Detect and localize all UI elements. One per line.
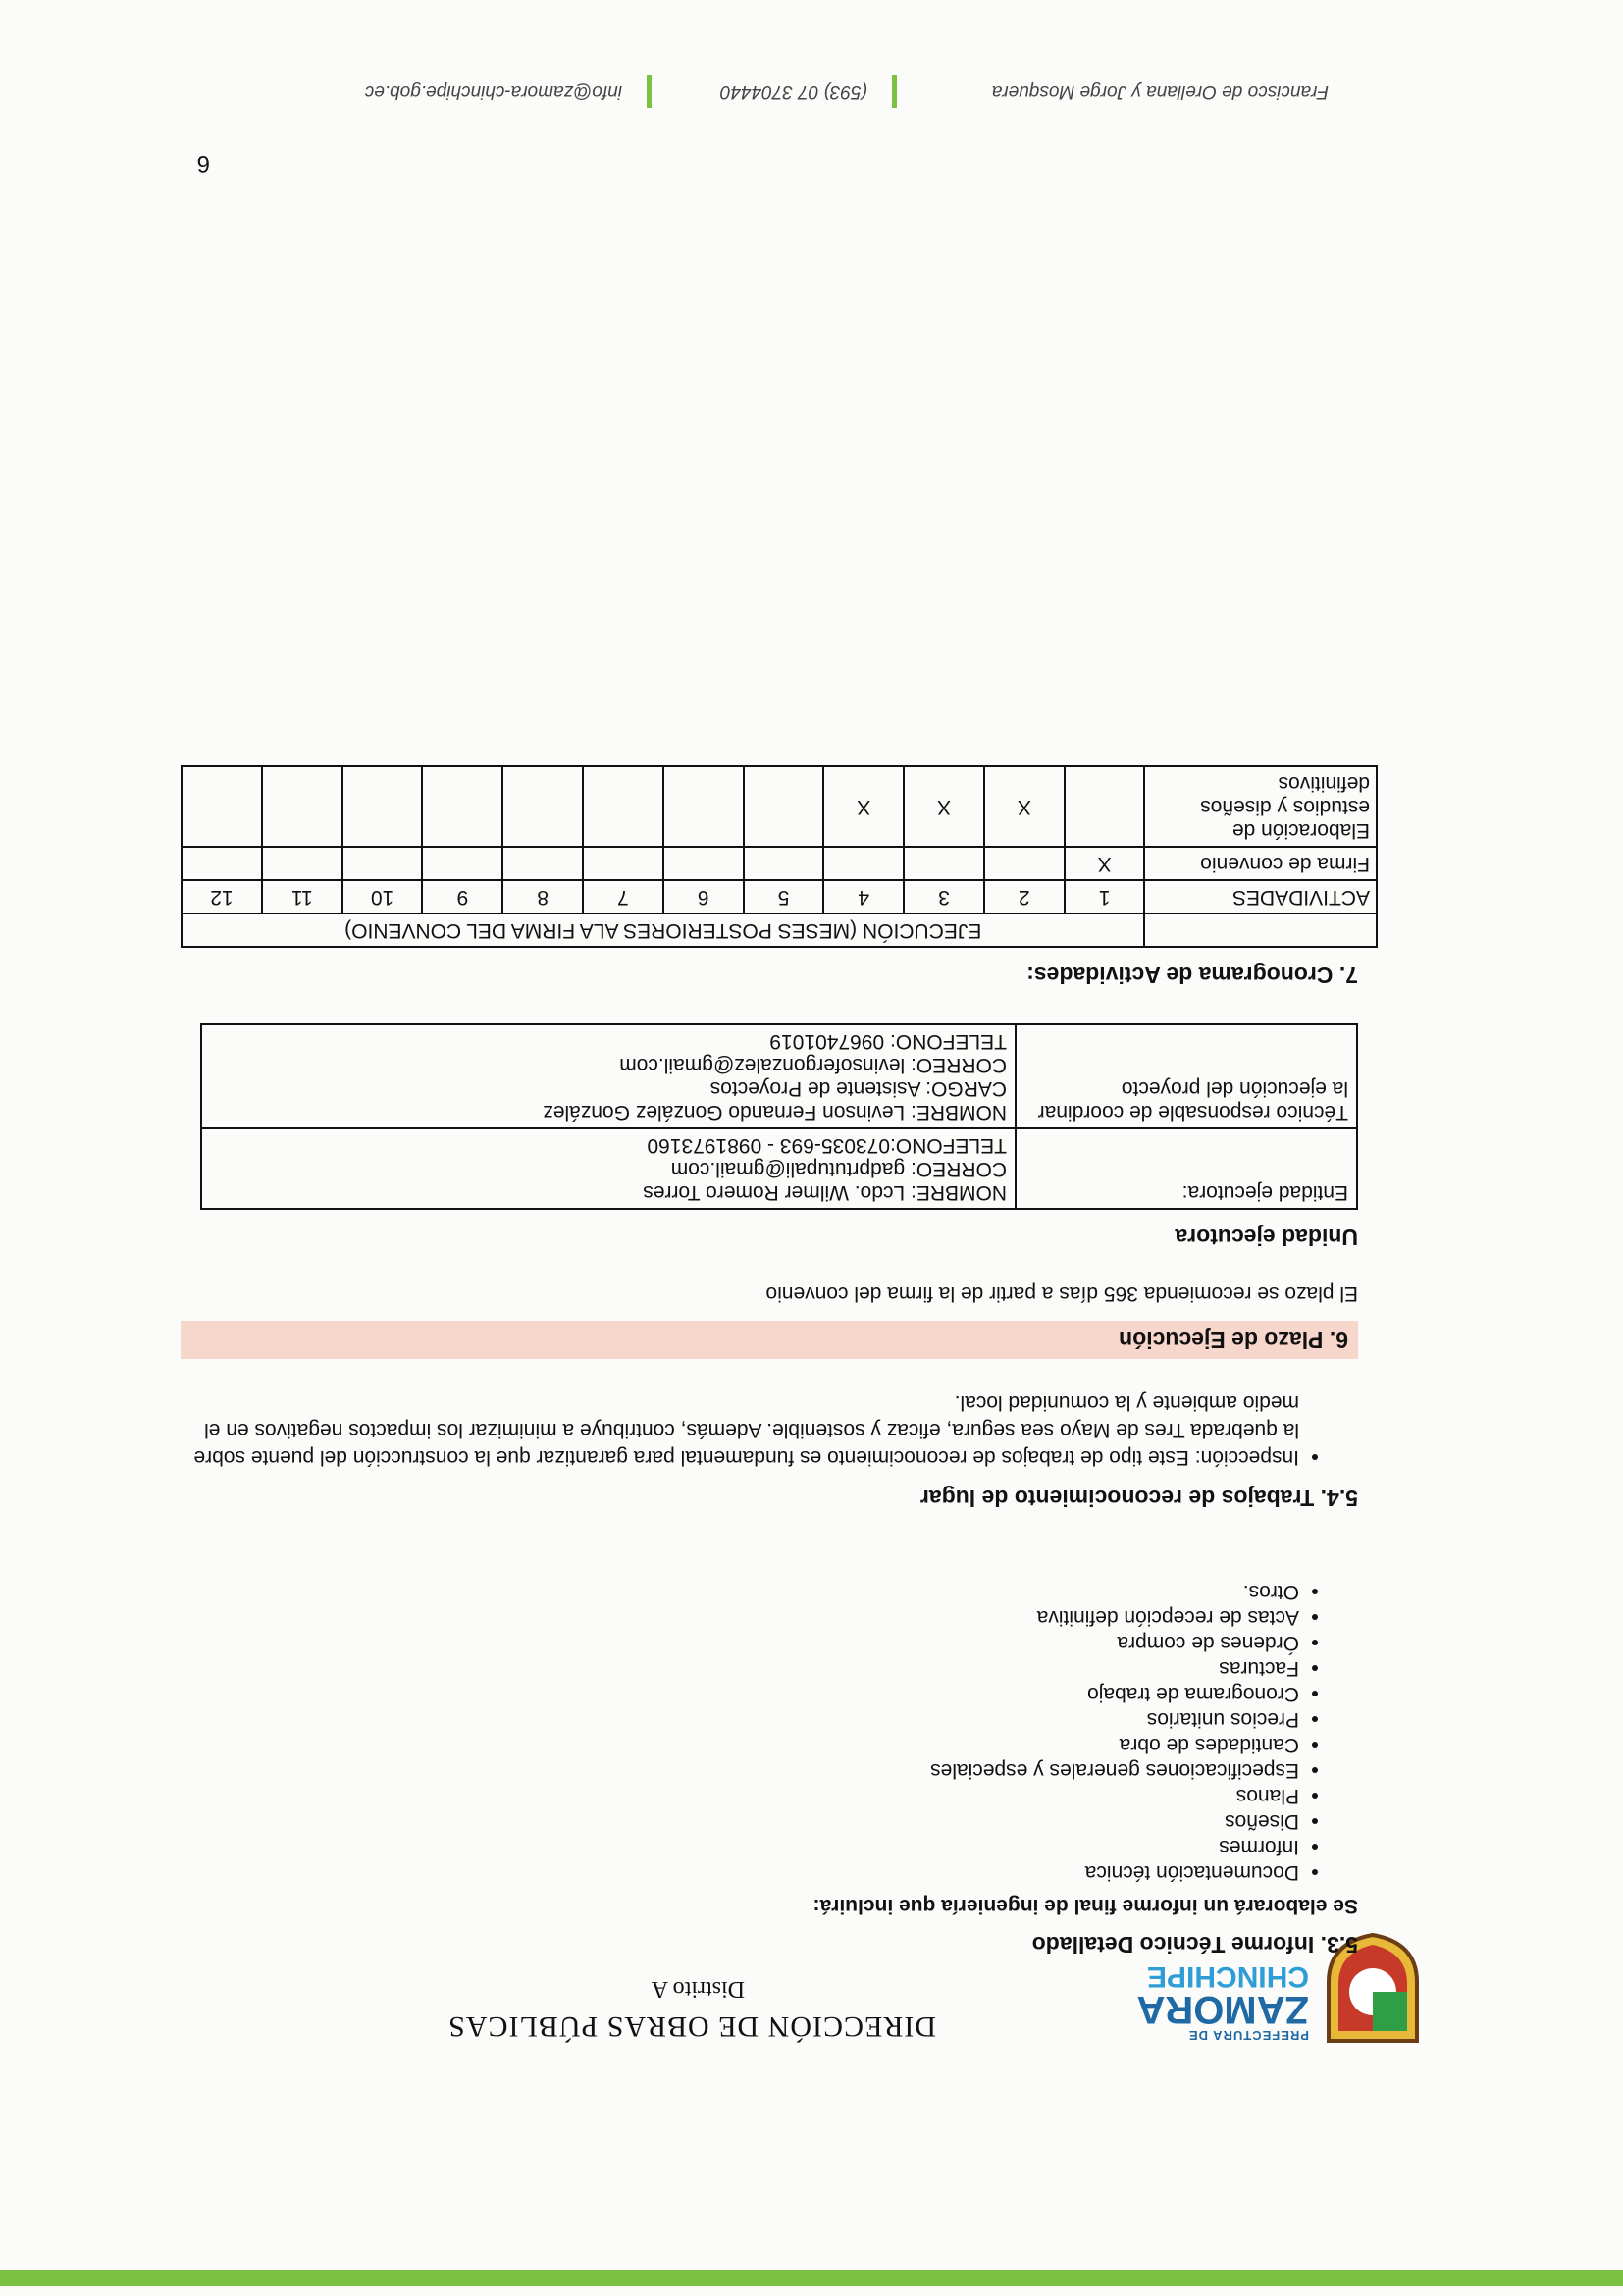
- footer-phone: (593) 07 3704440: [719, 81, 867, 102]
- schedule-cell: [583, 847, 663, 880]
- schedule-cell: [583, 766, 663, 847]
- list-item: • Cantidades de obra: [181, 1733, 1299, 1756]
- schedule-cell: X: [1065, 847, 1145, 880]
- section-6-text: El plazo se recomienda 365 días a partir de la firma del convenio: [765, 1282, 1358, 1305]
- schedule-cell: [422, 766, 502, 847]
- month-header: 2: [984, 880, 1065, 913]
- value-line: CORREO: gadprtutupali@gmail.com: [670, 1158, 1007, 1180]
- inspection-bullet: • Inspección: Este tipo de trabajos de reconocimiento es fundamental para garantizar que la construcción del puente sobre la quebrada Tres de Mayo sea segura, eficaz y sostenible. Además, contribuye a minimizar los impactos negativos en el medio ambiente y la comunidad local.: [181, 1388, 1299, 1471]
- schedule-cell: [744, 766, 824, 847]
- list-item: • Actas de recepción definitiva: [181, 1605, 1299, 1629]
- executing-unit-table: [200, 1023, 1358, 1210]
- district-subtitle: Distrito A: [651, 1976, 745, 2002]
- table-row: [182, 847, 1377, 880]
- list-item: • Informes: [181, 1835, 1299, 1858]
- list-item: • Precios unitarios: [181, 1707, 1299, 1731]
- footer-email: info@zamora-chinchipe.gob.ec: [364, 81, 622, 102]
- page-content: [181, 765, 1370, 1957]
- schedule-cell: [342, 766, 423, 847]
- schedule-cell: [823, 847, 904, 880]
- schedule-cell: [182, 847, 262, 880]
- value-line: TELEFONO: 0967401019: [769, 1030, 1007, 1053]
- section-7-heading: 7. Cronograma de Actividades:: [1026, 963, 1358, 988]
- section-5-3-intro: Se elaborará un informe final de ingeniería que incluirá:: [812, 1895, 1358, 1917]
- value-line: NOMBRE: Levinson Fernando González González: [543, 1101, 1007, 1123]
- table-row: [201, 1024, 1357, 1128]
- table-row: [201, 1128, 1357, 1209]
- schedule-cell: [182, 766, 262, 847]
- list-item: • Otros.: [181, 1580, 1299, 1603]
- row-values: [201, 1024, 1016, 1128]
- list-item: • Órdenes de compra: [181, 1631, 1299, 1654]
- schedule-cell: [744, 847, 824, 880]
- table-row: [182, 913, 1377, 947]
- month-header: 9: [422, 880, 502, 913]
- brand-prefix: PREFECTURA DE: [1187, 2028, 1309, 2043]
- schedule-cell: X: [823, 766, 904, 847]
- schedule-cell: [904, 847, 984, 880]
- schedule-cell: [342, 847, 423, 880]
- month-header: 5: [744, 880, 824, 913]
- month-header: 11: [262, 880, 342, 913]
- list-item: • Documentación técnica: [181, 1860, 1299, 1884]
- schedule-cell: [422, 847, 502, 880]
- table-row: [182, 766, 1377, 847]
- activity-name: Firma de convenio: [1144, 847, 1377, 880]
- schedule-table: [181, 765, 1378, 948]
- table-row: [182, 880, 1377, 913]
- month-header: 1: [1065, 880, 1145, 913]
- list-item: • Especificaciones generales y especiales: [181, 1758, 1299, 1782]
- schedule-cell: [663, 766, 744, 847]
- activity-name: Elaboración de estudios y diseños definitivos: [1144, 766, 1377, 847]
- unit-heading: Unidad ejecutora: [1175, 1225, 1358, 1250]
- row-label: Técnico responsable de coordinar la ejecución del proyecto: [1016, 1024, 1357, 1128]
- month-header: 6: [663, 880, 744, 913]
- row-label: Entidad ejecutora:: [1016, 1128, 1357, 1209]
- list-item: • Planos: [181, 1784, 1299, 1807]
- month-header: 4: [823, 880, 904, 913]
- value-line: TELEFONO:073035-693 - 0981973160: [647, 1134, 1007, 1157]
- schedule-cell: [984, 847, 1065, 880]
- brand-block: [1136, 1961, 1309, 2043]
- section-5-3-heading: 5.3. Informe Técnico Detallado: [1031, 1932, 1358, 1957]
- list-item: • Cronograma de trabajo: [181, 1682, 1299, 1705]
- value-line: NOMBRE: Lcdo. Wilmer Romero Torres: [643, 1181, 1007, 1204]
- page-number: 6: [196, 150, 210, 177]
- section-6-heading: 6. Plazo de Ejecución: [181, 1321, 1358, 1359]
- month-header: 8: [502, 880, 583, 913]
- execution-header: EJECUCIÓN (MESES POSTERIORES ALA FIRMA DEL CONVENIO): [182, 913, 1144, 947]
- month-header: 7: [583, 880, 663, 913]
- value-line: CARGO: Asistente de Proyectos: [709, 1077, 1007, 1100]
- section-5-4-heading: 5.4. Trabajos de reconocimiento de lugar: [919, 1486, 1358, 1511]
- footer-address: Francisco de Orellana y Jorge Mosquera: [991, 81, 1329, 102]
- activities-column-header: ACTIVIDADES: [1144, 880, 1377, 913]
- schedule-cell: X: [984, 766, 1065, 847]
- department-title: DIRECCIÓN DE OBRAS PÚBLICAS: [447, 2010, 936, 2043]
- blank-corner-cell: [1144, 913, 1377, 947]
- brand-zamora: ZAMORA: [1136, 1988, 1309, 2031]
- value-line: CORREO: levinsofergonzalez@gmail.com: [619, 1054, 1007, 1076]
- footer-separator: [647, 75, 652, 108]
- inspection-list: [181, 1388, 1299, 1471]
- schedule-cell: [663, 847, 744, 880]
- list-item: • Diseños: [181, 1809, 1299, 1833]
- row-values: [201, 1128, 1016, 1209]
- month-header: 3: [904, 880, 984, 913]
- footer: [151, 69, 1329, 108]
- schedule-cell: [502, 847, 583, 880]
- top-green-bar: [0, 2270, 1623, 2286]
- footer-separator: [892, 75, 897, 108]
- schedule-cell: [262, 766, 342, 847]
- brand-chinchipe: CHINCHIPE: [1146, 1960, 1309, 1993]
- schedule-cell: [502, 766, 583, 847]
- month-header: 10: [342, 880, 423, 913]
- list-item: • Facturas: [181, 1656, 1299, 1680]
- month-header: 12: [182, 880, 262, 913]
- schedule-cell: X: [904, 766, 984, 847]
- deliverables-list: [181, 1580, 1299, 1884]
- schedule-cell: [1065, 766, 1145, 847]
- schedule-cell: [262, 847, 342, 880]
